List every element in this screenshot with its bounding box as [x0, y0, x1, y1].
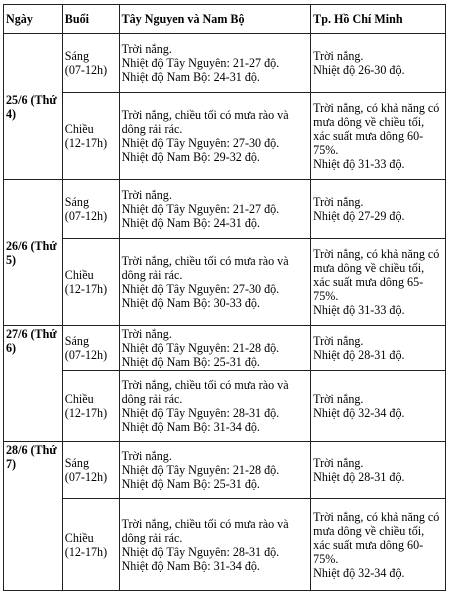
- hcm-line: Nhiệt độ 32-34 độ.: [313, 406, 405, 420]
- session-hours: (12-17h): [64, 282, 108, 296]
- region-cell: [119, 442, 311, 499]
- region-line: Nhiệt độ Nam Bộ: 25-31 độ.: [121, 477, 260, 491]
- session-name: Sáng: [64, 195, 89, 209]
- day-cell: 26/6 (Thứ 5): [4, 180, 63, 326]
- table-row: [4, 180, 446, 239]
- session-cell: [62, 239, 119, 326]
- session-name: Sáng: [64, 456, 89, 470]
- hcm-line: Trời nắng, có khả năng có mưa dông về chiều tối, xác suất mưa dông 60-75%.: [313, 101, 440, 157]
- hcm-line: Nhiệt độ 31-33 độ.: [313, 303, 405, 317]
- hcm-line: Nhiệt độ 28-31 độ.: [313, 470, 405, 484]
- region-line: Nhiệt độ Nam Bộ: 24-31 độ.: [121, 216, 260, 230]
- hcm-line: Trời nắng.: [313, 49, 364, 63]
- day-cell: 28/6 (Thứ 7): [4, 442, 63, 591]
- hcm-cell: [311, 371, 446, 442]
- region-line: Nhiệt độ Tây Nguyên: 27-30 độ.: [121, 282, 280, 296]
- region-line: Nhiệt độ Tây Nguyên: 21-28 độ.: [121, 341, 280, 355]
- session-name: Sáng: [64, 334, 89, 348]
- region-line: Nhiệt độ Nam Bộ: 29-32 độ.: [121, 150, 260, 164]
- session-hours: (07-12h): [64, 470, 108, 484]
- header-session: Buổi: [62, 5, 119, 34]
- region-line: Nhiệt độ Tây Nguyên: 27-30 độ.: [121, 136, 280, 150]
- hcm-cell: [311, 499, 446, 591]
- hcm-line: Nhiệt độ 32-34 độ.: [313, 565, 405, 580]
- region-line: Nhiệt độ Tây Nguyên: 21-28 độ.: [121, 463, 280, 477]
- region-cell: [119, 180, 311, 239]
- header-region: Tây Nguyen và Nam Bộ: [119, 5, 311, 34]
- hcm-line: Trời nắng, có khả năng có mưa dông về chiều tối, xác suất mưa dông 65-75%.: [313, 247, 440, 303]
- session-hours: (12-17h): [64, 136, 108, 150]
- region-line: Trời nắng, chiều tối có mưa rào và dông rải rác.: [121, 516, 289, 545]
- region-line: Nhiệt độ Nam Bộ: 24-31 độ.: [121, 70, 260, 84]
- hcm-cell: [311, 93, 446, 180]
- session-cell: [62, 180, 119, 239]
- region-line: Nhiệt độ Nam Bộ: 25-31 độ.: [121, 355, 260, 369]
- region-cell: [119, 371, 311, 442]
- session-name: Chiều: [64, 392, 94, 406]
- region-cell: [119, 93, 311, 180]
- region-line: Nhiệt độ Tây Nguyên: 28-31 độ.: [121, 406, 280, 420]
- session-name: Sáng: [64, 49, 89, 63]
- region-line: Nhiệt độ Nam Bộ: 30-33 độ.: [121, 296, 260, 310]
- region-line: Trời nắng, chiều tối có mưa rào và dông rải rác.: [121, 108, 289, 136]
- region-line: Nhiệt độ Tây Nguyên: 21-27 độ.: [121, 202, 280, 216]
- region-line: Trời nắng, chiều tối có mưa rào và dông rải rác.: [121, 254, 289, 282]
- hcm-line: Nhiệt độ 31-33 độ.: [313, 157, 405, 171]
- session-name: Chiều: [64, 122, 94, 136]
- session-cell: [62, 34, 119, 93]
- region-line: Trời nắng.: [121, 42, 172, 56]
- session-name: Chiều: [64, 530, 94, 545]
- hcm-line: Trời nắng.: [313, 456, 364, 470]
- hcm-line: Nhiệt độ 26-30 độ.: [313, 63, 405, 77]
- hcm-line: Trời nắng.: [313, 392, 364, 406]
- header-row: [4, 5, 446, 34]
- session-hours: (07-12h): [64, 63, 108, 77]
- table-row: [4, 93, 446, 180]
- header-day: Ngày: [4, 5, 63, 34]
- region-line: Trời nắng.: [121, 449, 172, 463]
- region-cell: [119, 239, 311, 326]
- hcm-cell: [311, 442, 446, 499]
- day-cell: 27/6 (Thứ 6): [4, 326, 63, 442]
- region-line: Nhiệt độ Tây Nguyên: 21-27 độ.: [121, 56, 280, 70]
- region-line: Trời nắng, chiều tối có mưa rào và dông rải rác.: [121, 378, 289, 406]
- session-hours: (12-17h): [64, 406, 108, 420]
- session-hours: (07-12h): [64, 209, 108, 223]
- session-cell: [62, 93, 119, 180]
- table-row: [4, 442, 446, 499]
- region-line: Nhiệt độ Tây Nguyên: 28-31 độ.: [121, 544, 280, 559]
- session-cell: [62, 326, 119, 371]
- region-cell: [119, 326, 311, 371]
- session-cell: [62, 442, 119, 499]
- hcm-cell: [311, 34, 446, 93]
- forecast-body: [4, 34, 446, 591]
- day-cell: 25/6 (Thứ 4): [4, 34, 63, 180]
- hcm-line: Trời nắng.: [313, 334, 364, 348]
- hcm-line: Nhiệt độ 27-29 độ.: [313, 209, 405, 223]
- table-row: [4, 499, 446, 591]
- header-hcm: Tp. Hồ Chí Minh: [311, 5, 446, 34]
- hcm-cell: [311, 180, 446, 239]
- region-cell: [119, 499, 311, 591]
- session-hours: (07-12h): [64, 348, 108, 362]
- session-cell: [62, 371, 119, 442]
- region-line: Trời nắng.: [121, 188, 172, 202]
- hcm-cell: [311, 326, 446, 371]
- region-line: Nhiệt độ Nam Bộ: 31-34 độ.: [121, 420, 260, 434]
- hcm-line: Trời nắng, có khả năng có mưa dông về chiều tối, xác suất mưa dông 60-75%.: [313, 509, 440, 566]
- forecast-table: [3, 4, 446, 591]
- table-row: [4, 34, 446, 93]
- region-cell: [119, 34, 311, 93]
- hcm-line: Nhiệt độ 28-31 độ.: [313, 348, 405, 362]
- hcm-line: Trời nắng.: [313, 195, 364, 209]
- session-cell: [62, 499, 119, 591]
- region-line: Nhiệt độ Nam Bộ: 31-34 độ.: [121, 558, 260, 573]
- table-row: [4, 326, 446, 371]
- session-name: Chiều: [64, 268, 94, 282]
- table-row: [4, 239, 446, 326]
- table-row: [4, 371, 446, 442]
- session-hours: (12-17h): [64, 544, 108, 559]
- hcm-cell: [311, 239, 446, 326]
- region-line: Trời nắng.: [121, 327, 172, 341]
